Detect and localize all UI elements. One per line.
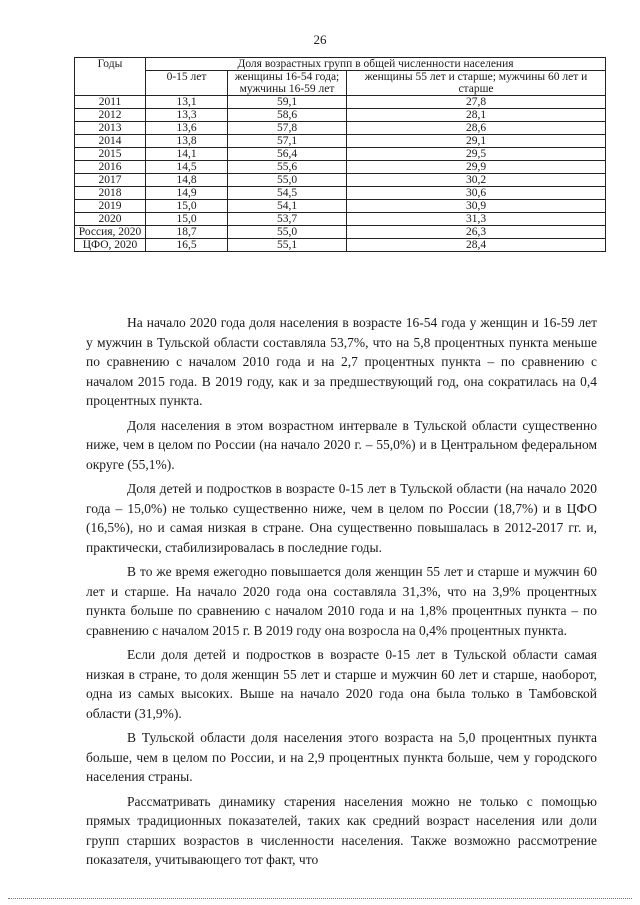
table-row (75, 148, 606, 161)
cell-children: 13,8 (146, 135, 228, 148)
cell-elderly: 28,6 (347, 122, 606, 135)
cell-children: 14,9 (146, 187, 228, 200)
cell-year: 2016 (75, 161, 146, 174)
cell-children: 14,8 (146, 174, 228, 187)
cell-working: 53,7 (228, 213, 347, 226)
cell-children: 18,7 (146, 226, 228, 239)
paragraph: Рассматривать динамику старения населения можно не только с помощью прямых традиционных показателей, таких как средний возраст населения или доли групп старших возрастов в численности населения. Также возможно рассмотрение показателя, учитывающего тот факт, что (86, 793, 597, 867)
cell-children: 13,3 (146, 109, 228, 122)
paragraph: Доля детей и подростков в возрасте 0-15 лет в Тульской области (на начало 2020 года – 15,0%) не только существенно ниже, чем в целом по России (18,7%) и в ЦФО (16,5%), но и самая низкая в стране. Она существенно повышалась в 2012-2017 гг. и, практически, стабилизировалась в последние годы. (86, 481, 597, 555)
cell-children: 14,5 (146, 161, 228, 174)
table-row (75, 213, 606, 226)
table-row (75, 239, 606, 252)
table-row (75, 135, 606, 148)
cell-children: 13,6 (146, 122, 228, 135)
header-group-title: Доля возрастных групп в общей численности населения (146, 58, 606, 71)
cell-working: 56,4 (228, 148, 347, 161)
cell-year: 2018 (75, 187, 146, 200)
cell-year: Россия, 2020 (75, 226, 146, 239)
table-row (75, 122, 606, 135)
table-row (75, 226, 606, 239)
table-row (75, 174, 606, 187)
cell-children: 15,0 (146, 200, 228, 213)
header-elderly: женщины 55 лет и старше; мужчины 60 лет и старше (347, 71, 606, 96)
table-row (75, 200, 606, 213)
cell-children: 15,0 (146, 213, 228, 226)
paragraph: Если доля детей и подростков в возрасте 0-15 лет в Тульской области самая низкая в стране, то доля женщин 55 лет и старше и мужчин 60 лет и старше, наоборот, одна из самых высоких. Выше на начало 2020 года она была только в Тамбовской области (31,9%). (86, 647, 597, 721)
cell-children: 14,1 (146, 148, 228, 161)
cell-working: 57,1 (228, 135, 347, 148)
cell-year: 2015 (75, 148, 146, 161)
table-row (75, 161, 606, 174)
cell-working: 57,8 (228, 122, 347, 135)
cell-elderly: 29,9 (347, 161, 606, 174)
cell-children: 16,5 (146, 239, 228, 252)
header-years: Годы (75, 58, 146, 96)
paragraph: На начало 2020 года доля населения в возрасте 16-54 года у женщин и 16-59 лет у мужчин в Тульской области составляла 53,7%, что на 5,8 процентных пункта меньше по сравнению с началом 2010 года и на 2,7 процентных пункта – по сравнению с началом 2015 года. В 2019 году, как и за предшествующий год, она сократилась на 0,4 процентных пункта. (86, 315, 597, 408)
paragraph: В то же время ежегодно повышается доля женщин 55 лет и старше и мужчин 60 лет и старше. На начало 2020 года она составляла 31,3%, что на 3,9% процентных пункта больше по сравнению с началом 2010 года и на 1,8% процентных пункта – по сравнению с началом 2015 г. В 2019 году она возросла на 0,4% процентных пункта. (86, 564, 597, 638)
footer-rule (8, 898, 632, 899)
cell-year: 2013 (75, 122, 146, 135)
cell-elderly: 27,8 (347, 96, 606, 109)
cell-elderly: 30,2 (347, 174, 606, 187)
body-text (86, 313, 597, 875)
cell-elderly: 30,9 (347, 200, 606, 213)
cell-elderly: 29,1 (347, 135, 606, 148)
cell-elderly: 28,4 (347, 239, 606, 252)
table-row (75, 96, 606, 109)
cell-working: 54,5 (228, 187, 347, 200)
cell-working: 55,6 (228, 161, 347, 174)
cell-year: 2019 (75, 200, 146, 213)
cell-working: 54,1 (228, 200, 347, 213)
cell-working: 55,1 (228, 239, 347, 252)
cell-children: 13,1 (146, 96, 228, 109)
cell-elderly: 30,6 (347, 187, 606, 200)
paragraph: Доля населения в этом возрастном интервале в Тульской области существенно ниже, чем в целом по России (на начало 2020 г. – 55,0%) и в Центральном федеральном округе (55,1%). (86, 417, 597, 472)
cell-working: 59,1 (228, 96, 347, 109)
age-structure-table (74, 57, 606, 252)
cell-elderly: 31,3 (347, 213, 606, 226)
cell-working: 55,0 (228, 174, 347, 187)
cell-year: 2011 (75, 96, 146, 109)
cell-year: 2012 (75, 109, 146, 122)
cell-elderly: 28,1 (347, 109, 606, 122)
paragraph: В Тульской области доля населения этого возраста на 5,0 процентных пункта больше, чем в целом по России, и на 2,9 процентных пункта больше, чем у городского населения страны. (86, 730, 597, 784)
page-number: 26 (313, 32, 327, 47)
cell-year: 2020 (75, 213, 146, 226)
cell-elderly: 29,5 (347, 148, 606, 161)
cell-year: 2017 (75, 174, 146, 187)
cell-year: ЦФО, 2020 (75, 239, 146, 252)
header-working-age: женщины 16-54 года; мужчины 16-59 лет (228, 71, 347, 96)
cell-working: 55,0 (228, 226, 347, 239)
cell-elderly: 26,3 (347, 226, 606, 239)
header-children: 0-15 лет (146, 71, 228, 96)
table-row (75, 187, 606, 200)
cell-working: 58,6 (228, 109, 347, 122)
cell-year: 2014 (75, 135, 146, 148)
table-row (75, 109, 606, 122)
